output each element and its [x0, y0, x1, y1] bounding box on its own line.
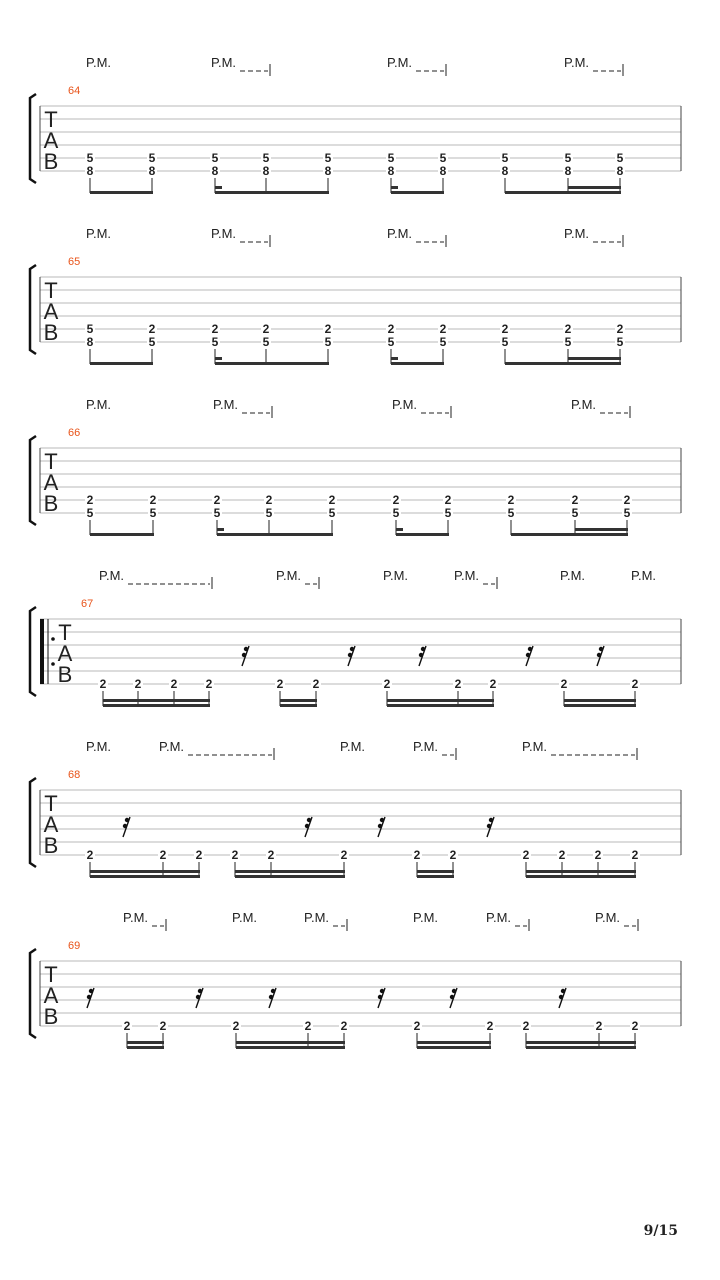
- beam: [575, 533, 628, 536]
- fret-number: 2: [623, 493, 631, 507]
- rest-flag: [196, 995, 200, 999]
- beam-secondary: [417, 870, 454, 873]
- sixteenth-rest: [450, 988, 457, 1008]
- rest-flag: [89, 989, 93, 993]
- beam: [280, 704, 317, 707]
- fret-number: 5: [392, 506, 400, 520]
- fret-number: 2: [340, 848, 348, 862]
- measure-number: 65: [68, 256, 81, 268]
- tab-clef-letter: B: [43, 491, 59, 516]
- tab-clef-letter: T: [44, 107, 58, 132]
- beam-secondary: [387, 699, 494, 702]
- sixteenth-rest: [196, 988, 203, 1008]
- rest-flag: [244, 647, 248, 651]
- tab-clef-letter: B: [57, 662, 73, 687]
- rest-flag: [305, 824, 309, 828]
- sixteenth-rest: [419, 646, 426, 666]
- beam: [215, 362, 222, 365]
- fret-number: 2: [631, 677, 639, 691]
- fret-number: 2: [507, 493, 515, 507]
- tab-clef-letter: A: [43, 470, 59, 495]
- fret-number: 8: [86, 335, 94, 349]
- fret-number: 2: [262, 322, 270, 336]
- tab-clef-letter: A: [57, 641, 73, 666]
- rest-flag: [242, 653, 246, 657]
- fret-number: 5: [328, 506, 336, 520]
- fret-number: 2: [276, 677, 284, 691]
- measure-number: 68: [68, 769, 81, 781]
- fret-number: 2: [501, 322, 509, 336]
- tab-system: [30, 55, 681, 194]
- tab-clef-letter: A: [43, 299, 59, 324]
- rest-flag: [87, 995, 91, 999]
- palm-mute-label: P.M.: [564, 55, 590, 70]
- tab-clef-letter: T: [44, 449, 58, 474]
- fret-number: 8: [387, 164, 395, 178]
- fret-number: 5: [501, 151, 509, 165]
- rest-flag: [198, 989, 202, 993]
- fret-number: 5: [86, 151, 94, 165]
- palm-mute-label: P.M.: [213, 397, 239, 412]
- fret-number: 2: [413, 848, 421, 862]
- tab-clef-letter: B: [43, 149, 59, 174]
- fret-number: 2: [631, 848, 639, 862]
- fret-number: 2: [594, 848, 602, 862]
- rest-flag: [378, 824, 382, 828]
- fret-number: 8: [86, 164, 94, 178]
- sixteenth-rest: [559, 988, 566, 1008]
- rest-flag: [452, 989, 456, 993]
- palm-mute-label: P.M.: [522, 739, 548, 754]
- beam-secondary: [127, 1041, 164, 1044]
- beam-secondary: [568, 186, 621, 189]
- palm-mute-label: P.M.: [159, 739, 185, 754]
- fret-number: 5: [387, 335, 395, 349]
- beam: [215, 191, 329, 194]
- beam: [236, 1046, 345, 1049]
- system-bracket: [30, 778, 36, 867]
- fret-number: 5: [439, 151, 447, 165]
- beam-secondary: [526, 1041, 636, 1044]
- rest-flag: [307, 818, 311, 822]
- fret-number: 2: [387, 322, 395, 336]
- sixteenth-rest: [487, 817, 494, 837]
- fret-number: 5: [86, 322, 94, 336]
- fret-number: 2: [99, 677, 107, 691]
- fret-number: 2: [595, 1019, 603, 1033]
- tab-clef-letter: B: [43, 833, 59, 858]
- rest-flag: [269, 995, 273, 999]
- fret-number: 2: [560, 677, 568, 691]
- sixteenth-rest: [305, 817, 312, 837]
- measure-number: 64: [68, 85, 81, 97]
- beam: [217, 533, 224, 536]
- fret-number: 5: [564, 151, 572, 165]
- fret-number: 2: [571, 493, 579, 507]
- palm-mute-label: P.M.: [211, 55, 237, 70]
- palm-mute-label: P.M.: [232, 910, 258, 925]
- fret-number: 5: [439, 335, 447, 349]
- fret-number: 2: [265, 493, 273, 507]
- system-bracket: [30, 607, 36, 696]
- fret-number: 5: [324, 151, 332, 165]
- beam: [217, 533, 333, 536]
- fret-number: 2: [232, 1019, 240, 1033]
- rest-flag: [378, 995, 382, 999]
- palm-mute-label: P.M.: [413, 910, 439, 925]
- palm-mute-label: P.M.: [631, 568, 657, 583]
- fret-number: 8: [501, 164, 509, 178]
- beam-secondary: [103, 699, 210, 702]
- palm-mute-label: P.M.: [276, 568, 302, 583]
- palm-mute-label: P.M.: [211, 226, 237, 241]
- fret-number: 2: [231, 848, 239, 862]
- measure-number: 67: [81, 598, 94, 610]
- tab-clef-letter: T: [44, 962, 58, 987]
- fret-number: 2: [413, 1019, 421, 1033]
- rest-flag: [597, 653, 601, 657]
- sixteenth-rest: [348, 646, 355, 666]
- rest-flag: [350, 647, 354, 651]
- beam: [215, 362, 329, 365]
- beam-secondary: [236, 1041, 345, 1044]
- beam-secondary: [215, 186, 222, 189]
- fret-number: 8: [262, 164, 270, 178]
- palm-mute-label: P.M.: [99, 568, 125, 583]
- system-bracket: [30, 265, 36, 354]
- beam: [417, 1046, 491, 1049]
- palm-mute-label: P.M.: [595, 910, 621, 925]
- fret-number: 2: [444, 493, 452, 507]
- beam: [90, 362, 153, 365]
- rest-flag: [599, 647, 603, 651]
- palm-mute-label: P.M.: [123, 910, 149, 925]
- sixteenth-rest: [378, 988, 385, 1008]
- beam-secondary: [564, 699, 636, 702]
- beam: [396, 533, 449, 536]
- beam: [391, 362, 444, 365]
- beam-secondary: [235, 870, 345, 873]
- beam-secondary: [391, 357, 398, 360]
- tab-system: [30, 568, 681, 707]
- palm-mute-label: P.M.: [413, 739, 439, 754]
- fret-number: 5: [262, 335, 270, 349]
- palm-mute-label: P.M.: [454, 568, 480, 583]
- fret-number: 5: [623, 506, 631, 520]
- beam-secondary: [280, 699, 317, 702]
- beam: [387, 704, 494, 707]
- sixteenth-rest: [526, 646, 533, 666]
- fret-number: 2: [195, 848, 203, 862]
- fret-number: 2: [86, 848, 94, 862]
- fret-number: 2: [631, 1019, 639, 1033]
- fret-number: 2: [267, 848, 275, 862]
- fret-number: 5: [616, 335, 624, 349]
- fret-number: 5: [387, 151, 395, 165]
- beam: [103, 704, 210, 707]
- fret-number: 2: [312, 677, 320, 691]
- palm-mute-label: P.M.: [560, 568, 586, 583]
- palm-mute-label: P.M.: [86, 55, 112, 70]
- fret-number: 5: [86, 506, 94, 520]
- rest-flag: [528, 647, 532, 651]
- rest-flag: [450, 995, 454, 999]
- rest-flag: [419, 653, 423, 657]
- fret-number: 2: [211, 322, 219, 336]
- tab-clef-letter: B: [43, 320, 59, 345]
- fret-number: 8: [564, 164, 572, 178]
- fret-number: 2: [486, 1019, 494, 1033]
- tab-clef-letter: A: [43, 128, 59, 153]
- palm-mute-label: P.M.: [86, 397, 112, 412]
- fret-number: 2: [383, 677, 391, 691]
- beam: [90, 533, 154, 536]
- fret-number: 2: [449, 848, 457, 862]
- fret-number: 8: [148, 164, 156, 178]
- measure-number: 69: [68, 940, 81, 952]
- measure-number: 66: [68, 427, 81, 439]
- palm-mute-label: P.M.: [387, 55, 413, 70]
- beam-secondary: [417, 1041, 491, 1044]
- palm-mute-label: P.M.: [571, 397, 597, 412]
- beam: [568, 191, 621, 194]
- rest-flag: [561, 989, 565, 993]
- fret-number: 2: [324, 322, 332, 336]
- fret-number: 2: [522, 848, 530, 862]
- fret-number: 2: [564, 322, 572, 336]
- beam-secondary: [568, 357, 621, 360]
- fret-number: 5: [324, 335, 332, 349]
- beam-secondary: [391, 186, 398, 189]
- fret-number: 5: [211, 151, 219, 165]
- fret-number: 5: [211, 335, 219, 349]
- beam: [391, 362, 398, 365]
- system-bracket: [30, 94, 36, 183]
- beam-secondary: [526, 870, 636, 873]
- sixteenth-rest: [242, 646, 249, 666]
- tab-clef-letter: B: [43, 1004, 59, 1029]
- system-bracket: [30, 949, 36, 1038]
- tab-system: [30, 226, 681, 365]
- sixteenth-rest: [269, 988, 276, 1008]
- fret-number: 2: [558, 848, 566, 862]
- palm-mute-label: P.M.: [86, 226, 112, 241]
- fret-number: 2: [489, 677, 497, 691]
- fret-number: 2: [86, 493, 94, 507]
- rest-flag: [271, 989, 275, 993]
- fret-number: 5: [265, 506, 273, 520]
- fret-number: 2: [170, 677, 178, 691]
- tab-clef-letter: A: [43, 983, 59, 1008]
- beam: [526, 875, 636, 878]
- fret-number: 5: [444, 506, 452, 520]
- beam-secondary: [90, 870, 200, 873]
- fret-number: 8: [439, 164, 447, 178]
- tab-system: [30, 739, 681, 878]
- fret-number: 2: [213, 493, 221, 507]
- tab-clef-letter: T: [58, 620, 72, 645]
- rest-flag: [559, 995, 563, 999]
- tab-clef-letter: T: [44, 278, 58, 303]
- beam: [235, 875, 345, 878]
- fret-number: 2: [159, 848, 167, 862]
- rest-flag: [526, 653, 530, 657]
- palm-mute-label: P.M.: [340, 739, 366, 754]
- fret-number: 5: [149, 506, 157, 520]
- repeat-dot: [51, 637, 55, 641]
- beam: [391, 191, 398, 194]
- palm-mute-label: P.M.: [86, 739, 112, 754]
- palm-mute-label: P.M.: [383, 568, 409, 583]
- repeat-dot: [51, 662, 55, 666]
- rest-flag: [125, 818, 129, 822]
- sixteenth-rest: [87, 988, 94, 1008]
- fret-number: 5: [148, 151, 156, 165]
- beam: [564, 704, 636, 707]
- fret-number: 2: [340, 1019, 348, 1033]
- fret-number: 2: [148, 322, 156, 336]
- tab-clef-letter: T: [44, 791, 58, 816]
- rest-flag: [380, 989, 384, 993]
- fret-number: 2: [123, 1019, 131, 1033]
- beam: [568, 362, 621, 365]
- fret-number: 5: [148, 335, 156, 349]
- rest-flag: [380, 818, 384, 822]
- tab-system: [30, 910, 681, 1049]
- beam: [90, 191, 153, 194]
- palm-mute-label: P.M.: [392, 397, 418, 412]
- fret-number: 2: [454, 677, 462, 691]
- fret-number: 2: [522, 1019, 530, 1033]
- fret-number: 2: [304, 1019, 312, 1033]
- beam: [417, 875, 454, 878]
- fret-number: 8: [324, 164, 332, 178]
- fret-number: 2: [149, 493, 157, 507]
- beam: [391, 191, 444, 194]
- fret-number: 2: [328, 493, 336, 507]
- palm-mute-label: P.M.: [387, 226, 413, 241]
- fret-number: 5: [213, 506, 221, 520]
- beam: [215, 191, 222, 194]
- rest-flag: [487, 824, 491, 828]
- fret-number: 2: [439, 322, 447, 336]
- fret-number: 5: [501, 335, 509, 349]
- fret-number: 8: [616, 164, 624, 178]
- fret-number: 2: [205, 677, 213, 691]
- tab-system: [30, 397, 681, 536]
- rest-flag: [123, 824, 127, 828]
- beam-secondary: [575, 528, 628, 531]
- system-bracket: [30, 436, 36, 525]
- fret-number: 5: [262, 151, 270, 165]
- rest-flag: [348, 653, 352, 657]
- sixteenth-rest: [123, 817, 130, 837]
- fret-number: 2: [159, 1019, 167, 1033]
- fret-number: 8: [211, 164, 219, 178]
- tab-clef-letter: A: [43, 812, 59, 837]
- beam: [90, 875, 200, 878]
- page-number: 9/15: [643, 1223, 678, 1239]
- palm-mute-label: P.M.: [304, 910, 330, 925]
- palm-mute-label: P.M.: [564, 226, 590, 241]
- fret-number: 5: [571, 506, 579, 520]
- repeat-thick-bar: [40, 619, 44, 684]
- fret-number: 5: [507, 506, 515, 520]
- sixteenth-rest: [378, 817, 385, 837]
- sixteenth-rest: [597, 646, 604, 666]
- fret-number: 2: [616, 322, 624, 336]
- beam-secondary: [396, 528, 403, 531]
- rest-flag: [489, 818, 493, 822]
- fret-number: 2: [392, 493, 400, 507]
- fret-number: 5: [616, 151, 624, 165]
- palm-mute-label: P.M.: [486, 910, 512, 925]
- beam-secondary: [215, 357, 222, 360]
- beam: [127, 1046, 164, 1049]
- beam: [396, 533, 403, 536]
- fret-number: 2: [134, 677, 142, 691]
- beam: [526, 1046, 636, 1049]
- rest-flag: [421, 647, 425, 651]
- beam-secondary: [217, 528, 224, 531]
- fret-number: 5: [564, 335, 572, 349]
